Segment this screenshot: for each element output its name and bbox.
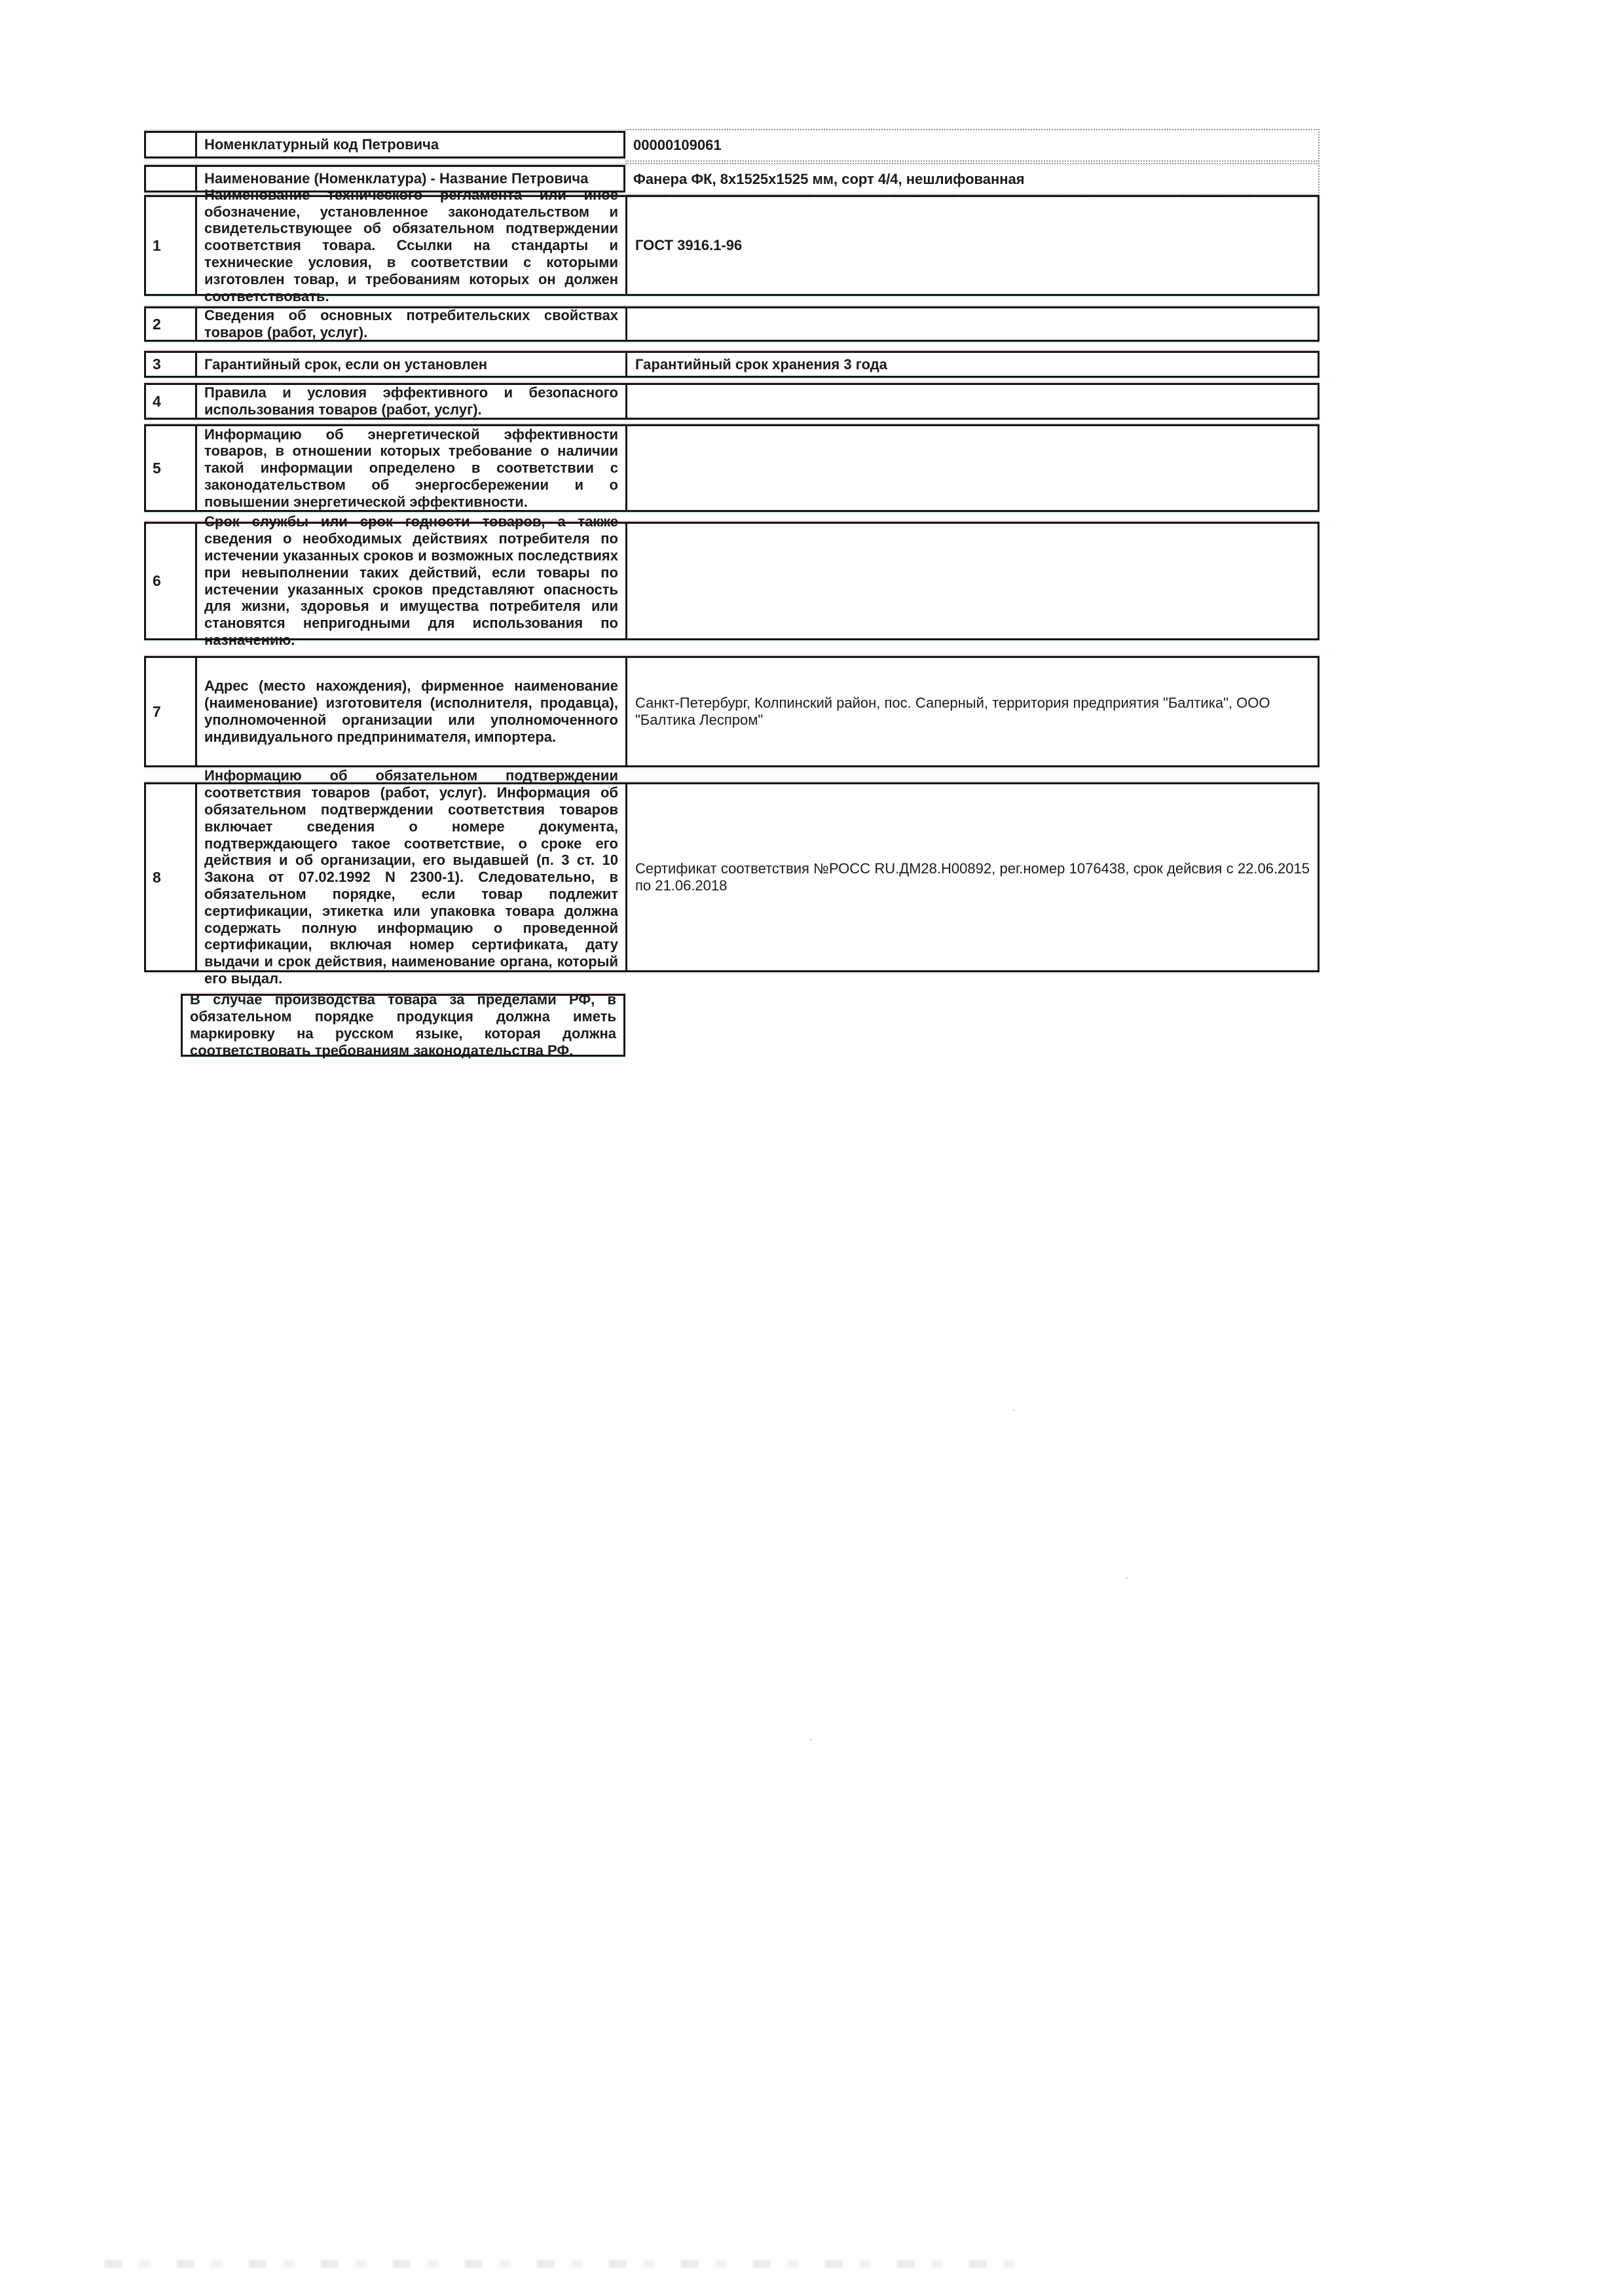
row-6-number: 6	[146, 524, 197, 638]
row-8-label: Информацию об обязательном подтверждении соответствия товаров (работ, услуг). Информация об обязательном подтверждении соответствия товаров включает сведения о номере документа, подтверждающего такое соответствие, о сроке его действия и об организации, его выдавшей (п. 3 ст. 10 Закона от 07.02.1992 N 2300-1). Следовательно, в обязательном порядке, если товар подлежит сертификации, этикетка или упаковка товара должна содержать полную информацию о проведенной сертификации, включая номер сертификата, дату выдачи и срок действия, наименование органа, который его выдал.	[204, 767, 618, 987]
row-8-number: 8	[146, 784, 197, 970]
row-7-value: Санкт-Петербург, Колпинский район, пос. Саперный, территория предприятия "Балтика", ООО "Балтика Леспром"	[635, 695, 1270, 728]
row-6-label: Срок службы или срок годности товаров, а также сведения о необходимых действиях потребителя по истечении указанных сроков и возможных последствиях при невыполнении таких действий, если товары по истечении указанных сроков представляют опасность для жизни, здоровья и имущества потребителя или становятся непригодными для использования по назначению.	[204, 513, 618, 648]
row-8-value-cell	[627, 784, 1318, 970]
note-box	[181, 991, 625, 1059]
row-4-value-cell	[627, 385, 1318, 418]
row-5-label: Информацию об энергетической эффективности товаров, в отношении которых требование о наличии такой информации определено в соответствии с законодательством об энергосбережении и о повышении энергетической эффективности.	[204, 426, 618, 510]
header-name-label: Наименование (Номенклатура) - Название Петровича	[204, 170, 589, 187]
table-row-6	[144, 513, 1320, 648]
row-7-number: 7	[146, 658, 197, 765]
row-4-label-cell	[197, 385, 627, 418]
row-7-label-cell	[197, 658, 627, 765]
header-code-value-cell	[625, 129, 1320, 162]
row-5-number: 5	[146, 426, 197, 510]
row-1-label-cell	[197, 186, 627, 304]
note-text: В случае производства товара за пределами РФ, в обязательном порядке продукция должна иметь маркировку на русском языке, которая должна соответствовать требованиям законодательства РФ.	[190, 991, 616, 1059]
scan-speck	[1125, 1576, 1128, 1579]
scan-artifact-smudge	[105, 2260, 1035, 2268]
row-1-number: 1	[146, 197, 197, 294]
table-row-4	[144, 383, 1320, 420]
row-3-value: Гарантийный срок хранения 3 года	[635, 355, 887, 373]
row-5-value-cell	[627, 426, 1318, 510]
table-row-1	[144, 186, 1320, 304]
row-7-label: Адрес (место нахождения), фирменное наименование (наименование) изготовителя (исполнителя, продавца), уполномоченной организации или уполномоченного индивидуального предпринимателя, импортера.	[204, 678, 618, 745]
row-4-number: 4	[146, 385, 197, 418]
row-5-label-cell	[197, 426, 627, 510]
row-1-value-cell	[627, 197, 1318, 294]
row-6-label-cell	[197, 513, 627, 648]
row-3-label: Гарантийный срок, если он установлен	[204, 355, 487, 373]
table-row-3	[144, 351, 1320, 378]
row-1-value: ГОСТ 3916.1-96	[635, 237, 743, 253]
row-6-value-cell	[627, 524, 1318, 638]
header-code-label-cell	[197, 133, 623, 156]
row-3-label-cell	[197, 353, 627, 376]
header-code-label: Номенклатурный код Петровича	[204, 136, 439, 153]
row-2-value-cell	[627, 308, 1318, 340]
table-row-7	[144, 656, 1320, 767]
header-code-empty-cell	[146, 133, 197, 156]
scan-speck	[1012, 1409, 1015, 1412]
header-row-code	[144, 131, 625, 158]
row-7-value-cell	[627, 658, 1318, 765]
row-3-number: 3	[146, 353, 197, 376]
table-row-5	[144, 424, 1320, 512]
row-8-label-cell	[197, 767, 627, 987]
header-name-value-cell	[625, 163, 1320, 196]
row-8-value: Сертификат соответствия №РОСС RU.ДМ28.Н00892, рег.номер 1076438, срок дейсвия с 22.06.2015 по 21.06.2018	[635, 860, 1310, 894]
row-2-number: 2	[146, 308, 197, 340]
scan-speck	[809, 1738, 812, 1741]
header-code-value: 00000109061	[633, 137, 722, 153]
table-row-2	[144, 306, 1320, 342]
row-1-label: Наименование технического регламента или иное обозначение, установленное законодательством и свидетельствующее об обязательном подтверждении соответствия товара. Ссылки на стандарты и технические условия, в соответствии с которыми изготовлен товар, и требованиям которых он должен соответствовать.	[204, 186, 618, 304]
table-row-8	[144, 767, 1320, 987]
row-3-value-cell	[627, 353, 1318, 376]
header-name-value: Фанера ФК, 8х1525х1525 мм, сорт 4/4, нешлифованная	[633, 171, 1025, 187]
row-2-label: Сведения об основных потребительских свойствах товаров (работ, услуг).	[204, 307, 618, 340]
row-4-label: Правила и условия эффективного и безопасного использования товаров (работ, услуг).	[204, 384, 618, 418]
row-2-label-cell	[197, 308, 627, 340]
header-name-empty-cell	[146, 167, 197, 191]
